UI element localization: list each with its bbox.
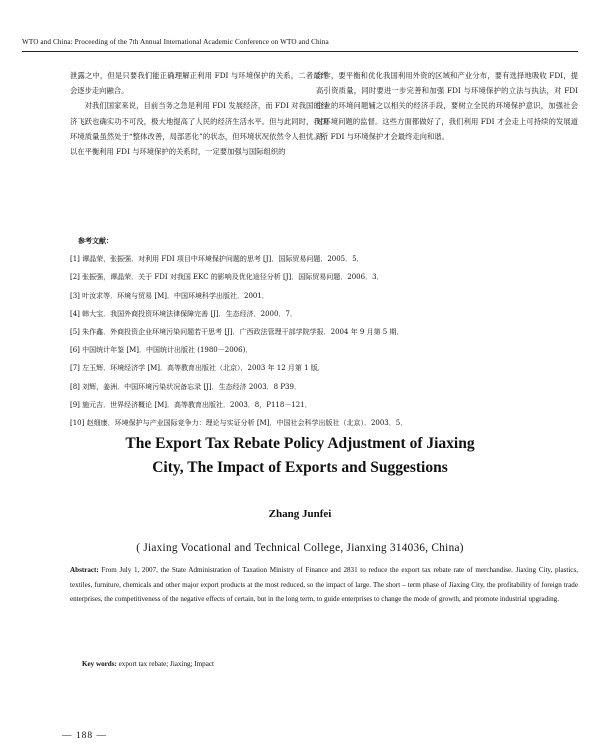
article-title-line-1: The Export Tax Rebate Policy Adjustment of Jiaxing <box>125 435 475 452</box>
reference-item: [4] 韩大宝．我国外商投资环境法律保障完善 [J]．生态经济．2000．7． <box>70 309 297 318</box>
article-title <box>0 432 600 480</box>
running-header: WTO and China: Proceeding of the 7th Annual International Academic Conference on WTO and China <box>22 38 329 46</box>
abstract-label: Abstract: <box>70 566 99 574</box>
references-title: 参考文献： <box>78 236 113 245</box>
reference-item: [9] 施元吉．世界经济概论 [M]．高等教育出版社．2003．8，P118－121． <box>70 400 312 409</box>
reference-item: [7] 左玉辉．环境经济学 [M]．高等教育出版社（北京）．2003 年 12 月第 1 版． <box>70 364 325 373</box>
abstract-paragraph <box>70 563 578 607</box>
reference-item: [5] 朱作鑫．外商投资企业环境污染问题若干思考 [J]．广西政法管理干部学院学报．2004 年 9 月第 5 期． <box>70 328 404 337</box>
keywords-label: Key words: <box>82 660 117 668</box>
left-paragraph-2: 对我们国家来说，目前当务之急是利用 FDI 发展经济，而 FDI 对我国的经济飞跃也确实功不可没，极大地提高了人民的经济生活水平。但与此同时，我国环境质量虽然处于“整体改善，局部恶化”的状态，但环境状况依然令人担忧。所以在平衡利用 FDI 与环境保护的关系时，一定要加强与国际组织的 <box>70 101 328 157</box>
reference-item: [1] 谭晶荣，张振强．对利用 FDI 项目中环境保护问题的思考 [J]．国际贸易问题．2005．5． <box>70 255 364 264</box>
article-affiliation: ( Jiaxing Vocational and Technical College, Jianxing 314036, China) <box>136 542 464 554</box>
abstract-text: From July 1, 2007, the State Administration of Taxation Ministry of Finance and 2831 to reduce the export tax rebate rate of merchandise. Jiaxing City, plastics, textiles, furniture, chemicals and other major export products at the most reduced, so the impact of large. The short – term phase of Jiaxing City, the profitability of foreign trade enterprises, the competitiveness of the negative effects of certain, but in the long term, to guide enterprises to change the mode of growth, and promote industrial upgrading. <box>70 566 578 604</box>
article-title-line-2: City, The Impact of Exports and Suggestions <box>152 459 448 476</box>
page-number: — 188 — <box>62 731 107 741</box>
keywords-text: export tax rebate; Jiaxing; Impact <box>116 660 214 668</box>
body-right-column <box>316 68 578 144</box>
header-rule <box>22 51 578 52</box>
reference-item: [6] 中国统计年鉴 [M]．中国统计出版社 (1980－2006)． <box>70 346 253 355</box>
reference-item: [8] 刘辉，姜洲．中国环境污染状况备忘录 [J]．生态经济 2003．8 P39． <box>70 382 301 391</box>
reference-item: [3] 叶汝求等．环境与贸易 [M]．中国环境科学出版社．2001． <box>70 291 269 300</box>
article-author: Zhang Junfei <box>268 508 332 520</box>
left-paragraph-1: 泄露之中，但是只要我们能正确理解正利用 FDI 与环境保护的关系，二者最终会逐步走向融合。 <box>70 71 328 96</box>
reference-item: [10] 赵细康．环境保护与产业国际竞争力：理论与实证分析 [M]．中国社会科学出版社（北京）．2003．5． <box>70 419 408 428</box>
reference-item: [2] 张振强，谭晶荣．关于 FDI 对我国 EKC 的影响及优化途径分析 [J]．国际贸易问题．2006．3． <box>70 273 384 282</box>
references-section <box>70 232 578 432</box>
right-paragraph-1: 合作，要平衡和优化我国利用外资的区域和产业分布，要有选择地吸收 FDI，提高引资质量，同时要进一步完善和加强 FDI 与环境保护的立法与执法，对 FDI 企业的环境问题辅之以相关的经济手段，要树立全民的环境保护意识，加强社会对环境问题的监督。这些方面都做好了，我们利用 FDI 才会走上可持续的发展道路，FDI 与环境保护才会最终走向和谐。 <box>316 71 578 141</box>
body-left-column <box>70 68 328 159</box>
keywords-line <box>82 660 578 668</box>
